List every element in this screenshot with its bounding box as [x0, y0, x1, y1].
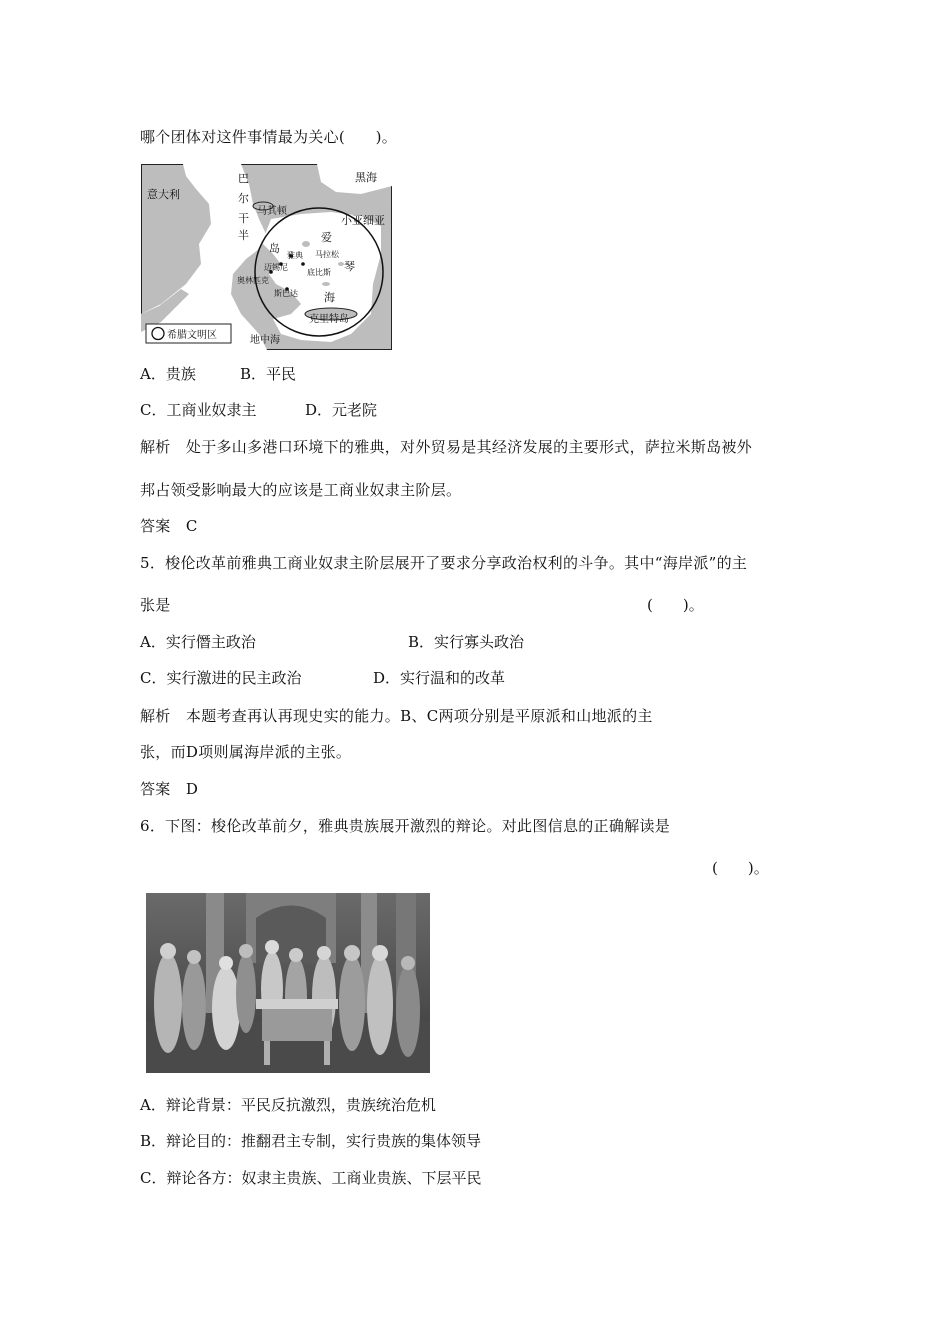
- q4-option-c: C．工商业奴隶主: [140, 401, 257, 419]
- label-mediterranean: 地中海: [250, 335, 280, 346]
- label-asia-minor: 小亚细亚: [341, 214, 385, 227]
- q4-option-b: B．平民: [240, 365, 297, 383]
- label-qin: 琴: [344, 260, 355, 273]
- debate-painting: [146, 893, 430, 1073]
- q5-analysis-line-2: 张，而D项则属海岸派的主张。: [140, 743, 352, 761]
- label-macedonia: 马其顿: [257, 206, 287, 217]
- q5-stem-line-1: 5．梭伦改革前雅典工商业奴隶主阶层展开了要求分享政治权利的斗争。其中“海岸派”的主: [140, 554, 748, 572]
- q4-analysis-line-2: 邦占领受影响最大的应该是工商业奴隶主阶层。: [140, 481, 462, 499]
- q5-option-c: C．实行激进的民主政治: [140, 669, 302, 687]
- q4-option-a: A．贵族: [140, 365, 196, 383]
- label-dao: 岛: [269, 242, 280, 255]
- label-er: 尔: [238, 192, 249, 205]
- q6-option-b: B．辩论目的：推翻君主专制，实行贵族的集体领导: [140, 1132, 482, 1150]
- label-sparta: 斯巴达: [274, 289, 298, 298]
- q6-stem-line-1: 6．下图：梭伦改革前夕，雅典贵族展开激烈的辩论。对此图信息的正确解读是: [140, 817, 671, 835]
- label-hai: 海: [324, 291, 335, 304]
- label-ai: 爱: [321, 231, 332, 244]
- label-crete: 克里特岛: [309, 314, 349, 325]
- label-ban: 半: [238, 229, 249, 242]
- label-mycenae: 迈锡尼: [264, 263, 288, 272]
- label-gan: 干: [238, 212, 249, 225]
- q5-stem-line-2: 张是: [140, 596, 171, 614]
- legend-label: 希腊文明区: [167, 330, 217, 341]
- q5-option-b: B．实行寡头政治: [408, 633, 525, 651]
- q6-option-a: A．辩论背景：平民反抗激烈，贵族统治危机: [140, 1096, 436, 1114]
- q5-answer: 答案 D: [140, 780, 199, 798]
- greece-map: [141, 164, 392, 350]
- label-olympia: 奥林匹克: [237, 276, 269, 285]
- label-ba: 巴: [238, 172, 249, 185]
- q4-answer: 答案 C: [140, 517, 198, 535]
- label-athens: 雅典: [287, 251, 303, 260]
- label-thebes: 底比斯: [307, 268, 331, 277]
- label-black-sea: 黑海: [355, 171, 377, 184]
- label-italy: 意大利: [147, 188, 180, 201]
- q4-option-d: D．元老院: [305, 401, 378, 419]
- q6-answer-bracket: ( )。: [712, 859, 769, 877]
- q5-answer-bracket: ( )。: [647, 596, 704, 614]
- q5-analysis-line-1: 解析 本题考查再认再现史实的能力。B、C两项分别是平原派和山地派的主: [140, 707, 653, 725]
- q6-option-c: C．辩论各方：奴隶主贵族、工商业贵族、下层平民: [140, 1169, 482, 1187]
- q5-option-d: D．实行温和的改革: [373, 669, 506, 687]
- q4-analysis-line-1: 解析 处于多山多港口环境下的雅典，对外贸易是其经济发展的主要形式，萨拉米斯岛被外: [140, 438, 753, 456]
- q5-option-a: A．实行僭主政治: [140, 633, 256, 651]
- q4-stem-tail: 哪个团体对这件事情最为关心( )。: [140, 128, 398, 146]
- label-marathon: 马拉松: [315, 250, 339, 259]
